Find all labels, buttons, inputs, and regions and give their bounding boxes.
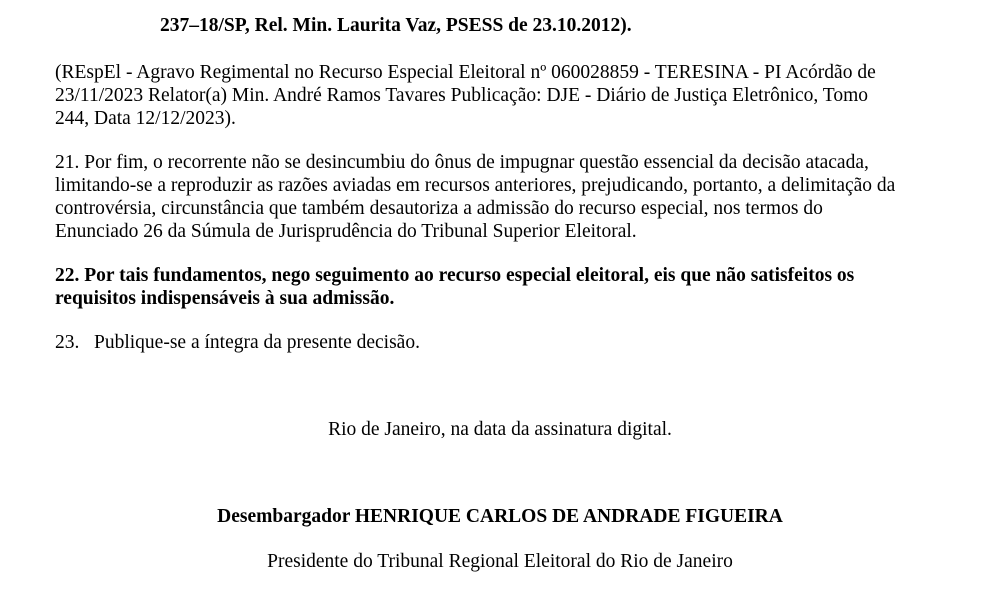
place-date: Rio de Janeiro, na data da assinatura digital.: [328, 419, 672, 440]
paragraph-22-line-1: 22. Por tais fundamentos, nego seguimento ao recurso especial eleitoral, eis que não satisfeitos os: [55, 265, 855, 286]
reference-line-1: (REspEl - Agravo Regimental no Recurso Especial Eleitoral nº 060028859 - TERESINA - PI Acórdão de: [55, 62, 876, 83]
signatory-name: Desembargador HENRIQUE CARLOS DE ANDRADE FIGUEIRA: [217, 506, 783, 527]
paragraph-21-line-4: Enunciado 26 da Súmula de Jurisprudência do Tribunal Superior Eleitoral.: [55, 221, 637, 242]
paragraph-22-line-2: requisitos indispensáveis à sua admissão.: [55, 288, 395, 309]
paragraph-21-line-3: controvérsia, circunstância que também desautoriza a admissão do recurso especial, nos termos do: [55, 198, 823, 219]
reference-line-3: 244, Data 12/12/2023).: [55, 108, 236, 129]
paragraph-23: 23. Publique-se a íntegra da presente decisão.: [55, 332, 420, 353]
signatory-title: Presidente do Tribunal Regional Eleitoral do Rio de Janeiro: [267, 551, 733, 572]
paragraph-21-line-2: limitando-se a reproduzir as razões aviadas em recursos anteriores, prejudicando, portanto, a delimitação da: [55, 175, 896, 196]
paragraph-21-line-1: 21. Por fim, o recorrente não se desincumbiu do ônus de impugnar questão essencial da decisão atacada,: [55, 152, 869, 173]
citation-tail: 237–18/SP, Rel. Min. Laurita Vaz, PSESS de 23.10.2012).: [160, 15, 632, 36]
reference-line-2: 23/11/2023 Relator(a) Min. André Ramos Tavares Publicação: DJE - Diário de Justiça Eletrônico, Tomo: [55, 85, 869, 106]
